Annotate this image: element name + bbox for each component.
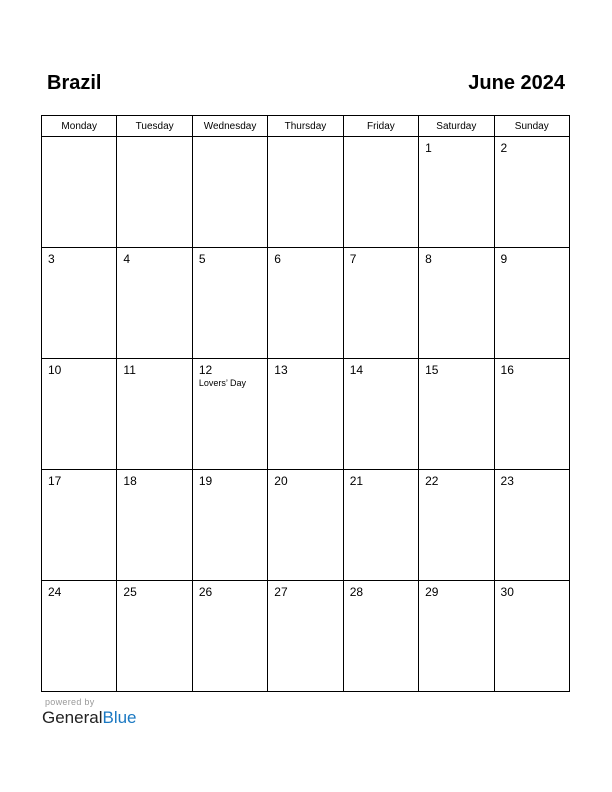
day-cell [419, 137, 494, 248]
day-cell [42, 470, 117, 581]
day-cell [494, 470, 569, 581]
day-cell [268, 470, 343, 581]
week-row [42, 248, 570, 359]
weekday-header: Friday [343, 116, 418, 137]
day-number: 16 [500, 363, 514, 377]
day-cell [117, 470, 192, 581]
day-cell [343, 137, 418, 248]
day-number: 18 [123, 474, 137, 488]
day-number: 4 [123, 252, 131, 266]
day-number: 26 [198, 585, 213, 599]
day-cell [117, 248, 192, 359]
country-title: Brazil [47, 72, 102, 94]
day-number: 9 [500, 252, 508, 266]
calendar-grid [41, 115, 570, 692]
day-cell [419, 581, 494, 692]
day-number: 3 [48, 252, 55, 266]
day-number: 19 [198, 474, 213, 488]
day-number: 10 [48, 363, 62, 377]
weekday-header: Saturday [419, 116, 494, 137]
day-number: 1 [425, 141, 432, 155]
day-cell [117, 359, 192, 470]
day-cell [494, 581, 569, 692]
day-number: 24 [48, 585, 62, 599]
day-cell [494, 359, 569, 470]
day-number: 30 [500, 585, 514, 599]
week-row [42, 137, 570, 248]
week-row [42, 470, 570, 581]
day-cell [268, 248, 343, 359]
day-cell [419, 470, 494, 581]
weekday-header: Wednesday [192, 116, 267, 137]
day-number: 5 [198, 252, 206, 266]
day-cell [419, 248, 494, 359]
weekday-header: Tuesday [117, 116, 192, 137]
day-cell [42, 359, 117, 470]
day-cell [117, 581, 192, 692]
day-number: 14 [349, 363, 364, 377]
day-cell [192, 248, 267, 359]
day-number: 29 [425, 585, 439, 599]
powered-by-text: powered by [45, 697, 95, 707]
day-number: 27 [274, 585, 288, 599]
day-number: 25 [123, 585, 137, 599]
day-cell [268, 137, 343, 248]
day-cell [343, 581, 418, 692]
week-row [42, 581, 570, 692]
day-cell [192, 581, 267, 692]
weekday-header-row [42, 116, 570, 137]
day-cell [117, 137, 192, 248]
day-cell [268, 359, 343, 470]
day-number: 8 [425, 252, 432, 266]
day-number: 12 [198, 363, 213, 377]
brand-general-text: General [42, 708, 103, 727]
day-number: 21 [349, 474, 364, 488]
day-cell [42, 248, 117, 359]
day-number: 17 [48, 474, 62, 488]
day-cell [343, 470, 418, 581]
footer-branding [42, 697, 137, 728]
weekday-header: Sunday [494, 116, 569, 137]
day-number: 13 [274, 363, 288, 377]
week-row [42, 359, 570, 470]
day-cell [192, 470, 267, 581]
brand-blue-text: Blue [102, 708, 137, 727]
day-cell [268, 581, 343, 692]
holiday-label: Lovers’ Day [198, 378, 247, 388]
day-number: 28 [349, 585, 364, 599]
day-cell [343, 248, 418, 359]
day-number: 2 [500, 141, 508, 155]
day-number: 20 [274, 474, 288, 488]
day-cell [494, 137, 569, 248]
weekday-header: Monday [42, 116, 117, 137]
day-number: 23 [500, 474, 514, 488]
day-number: 11 [123, 363, 136, 377]
day-number: 22 [425, 474, 439, 488]
day-cell [494, 248, 569, 359]
weekday-header: Thursday [268, 116, 343, 137]
day-cell [192, 359, 267, 470]
day-number: 7 [349, 252, 357, 266]
month-year-title: June 2024 [468, 72, 565, 94]
day-cell [42, 137, 117, 248]
day-number: 15 [425, 363, 439, 377]
day-cell [343, 359, 418, 470]
day-cell [419, 359, 494, 470]
day-number: 6 [274, 252, 281, 266]
day-cell [42, 581, 117, 692]
brand-logo [42, 708, 137, 728]
day-cell [192, 137, 267, 248]
